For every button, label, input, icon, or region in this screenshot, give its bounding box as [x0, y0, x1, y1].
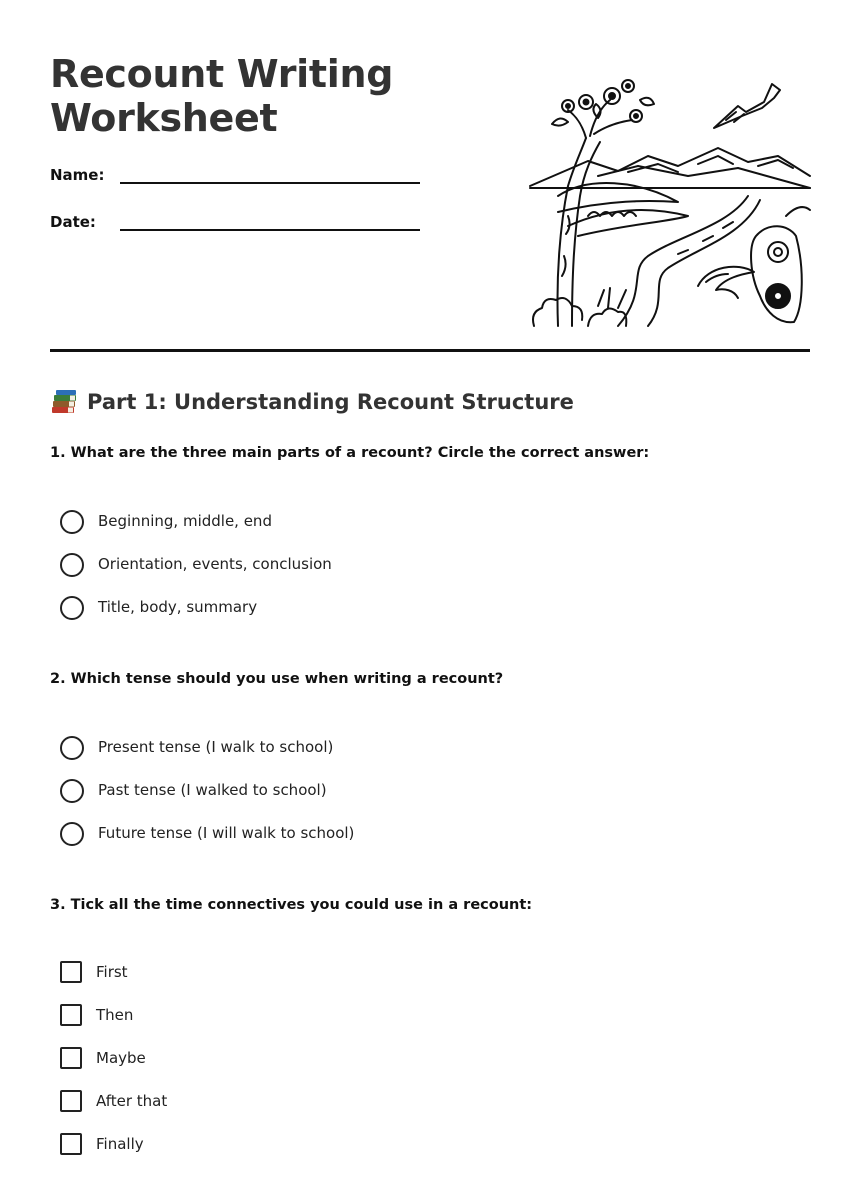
radio-button[interactable] [60, 596, 84, 620]
checkbox-option[interactable] [60, 1006, 167, 1049]
question-2-options [60, 738, 354, 867]
worksheet-title [50, 52, 393, 140]
option-label: Past tense (I walked to school) [98, 781, 327, 799]
part1-heading-text: Part 1: Understanding Recount Structure [87, 390, 574, 414]
landscape-tree-river-illustration [528, 76, 812, 332]
checkbox-option[interactable] [60, 1049, 167, 1092]
radio-option[interactable] [60, 738, 354, 781]
option-label: Future tense (I will walk to school) [98, 824, 355, 842]
option-label: Orientation, events, conclusion [98, 555, 332, 573]
radio-button[interactable] [60, 736, 84, 760]
question-3: 3. Tick all the time connectives you could use in a recount: [50, 897, 533, 913]
option-label: Present tense (I walk to school) [98, 738, 334, 756]
checkbox-option[interactable] [60, 1135, 167, 1178]
radio-option[interactable] [60, 598, 332, 641]
question-3-options [60, 963, 167, 1178]
option-label: Then [96, 1006, 134, 1024]
option-label: Finally [96, 1135, 144, 1153]
checkbox-option[interactable] [60, 963, 167, 1006]
option-label: After that [96, 1092, 168, 1110]
title-line-1: Recount Writing [50, 52, 394, 96]
radio-option[interactable] [60, 512, 332, 555]
books-icon [50, 389, 78, 415]
option-label: First [96, 963, 128, 981]
option-label: Maybe [96, 1049, 146, 1067]
radio-button[interactable] [60, 553, 84, 577]
radio-option[interactable] [60, 781, 354, 824]
header-divider [50, 349, 810, 352]
option-label: Beginning, middle, end [98, 512, 272, 530]
date-field-row [50, 213, 422, 243]
date-input[interactable] [120, 229, 420, 231]
checkbox[interactable] [60, 1047, 82, 1069]
name-field-row [50, 166, 422, 196]
checkbox-option[interactable] [60, 1092, 167, 1135]
date-label: Date: [50, 213, 96, 231]
name-label: Name: [50, 166, 105, 184]
checkbox[interactable] [60, 1090, 82, 1112]
option-label: Title, body, summary [98, 598, 258, 616]
question-2: 2. Which tense should you use when writing a recount? [50, 671, 504, 687]
question-1-options [60, 512, 332, 641]
checkbox[interactable] [60, 1133, 82, 1155]
name-input[interactable] [120, 182, 420, 184]
part1-heading [50, 389, 574, 415]
title-line-2: Worksheet [50, 96, 278, 140]
question-1: 1. What are the three main parts of a recount? Circle the correct answer: [50, 445, 650, 461]
radio-option[interactable] [60, 824, 354, 867]
radio-button[interactable] [60, 822, 84, 846]
checkbox[interactable] [60, 1004, 82, 1026]
radio-button[interactable] [60, 779, 84, 803]
checkbox[interactable] [60, 961, 82, 983]
radio-button[interactable] [60, 510, 84, 534]
radio-option[interactable] [60, 555, 332, 598]
